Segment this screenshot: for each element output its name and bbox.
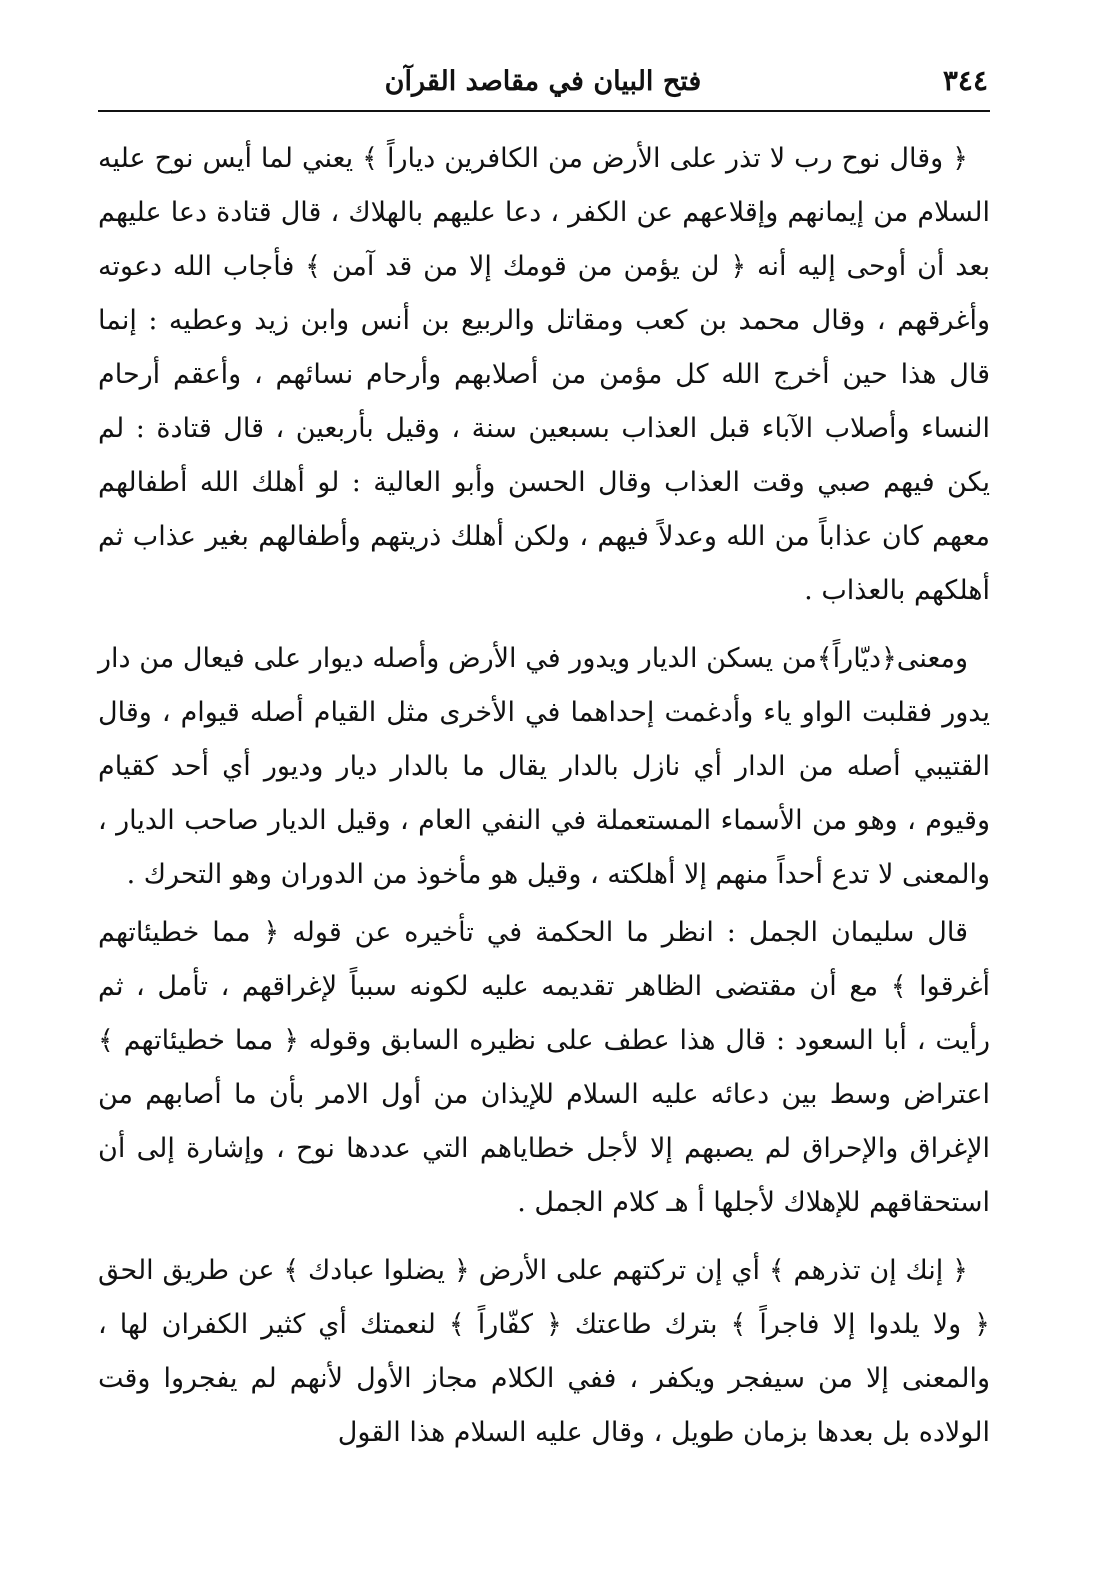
paragraph-4: ﴿ إنك إن تذرهم ﴾ أي إن تركتهم على الأرض ﴿ يضلوا عبادك ﴾ عن طريق الحق ﴿ ولا يلدوا إلا فاجراً ﴾ بترك طاعتك ﴿ كفّاراً ﴾ لنعمتك أي كثير الكفران لها ، والمعنى إلا من سيفجر ويكفر ، ففي الكلام مجاز الأول لأنهم لم يفجروا وقت الولاده بل بعدها بزمان طويل ، وقال عليه السلام هذا القول xyxy=(98,1255,990,1448)
page-number: ٣٤٤ xyxy=(942,64,988,97)
paragraph-1: ﴿ وقال نوح رب لا تذر على الأرض من الكافرين دياراً ﴾ يعني لما أيس نوح عليه السلام من إيمانهم وإقلاعهم عن الكفر ، دعا عليهم بالهلاك ، قال قتادة دعا عليهم بعد أن أوحى إليه أنه ﴿ لن يؤمن من قومك إلا من قد آمن ﴾ فأجاب الله دعوته وأغرقهم ، وقال محمد بن كعب ومقاتل والربيع بن أنس وابن زيد وعطيه : إنما قال هذا حين أخرج الله كل مؤمن من أصلابهم وأرحام نسائهم ، وأعقم أرحام النساء وأصلاب الآباء قبل العذاب بسبعين سنة ، وقيل بأربعين ، قال قتادة : لم يكن فيهم صبي وقت العذاب وقال الحسن وأبو العالية : لو أهلك الله أطفالهم معهم كان عذاباً من الله وعدلاً فيهم ، ولكن أهلك ذريتهم وأطفالهم بغير عذاب ثم أهلكهم بالعذاب . xyxy=(98,143,990,606)
header-divider xyxy=(98,110,990,112)
page-body xyxy=(98,132,990,1474)
page-header xyxy=(98,62,988,106)
paragraph-2: ومعنى﴿ديّاراً﴾من يسكن الديار ويدور في الأرض وأصله ديوار على فيعال من دار يدور فقلبت الواو ياء وأدغمت إحداهما في الأخرى مثل القيام أصله قيوام ، وقال القتيبي أصله من الدار أي نازل بالدار يقال ما بالدار ديار وديور أي أحد كقيام وقيوم ، وهو من الأسماء المستعملة في النفي العام ، وقيل الديار صاحب الديار ، والمعنى لا تدع أحداً منهم إلا أهلكته ، وقيل هو مأخوذ من الدوران وهو التحرك . xyxy=(98,643,990,890)
paragraph-3: قال سليمان الجمل : انظر ما الحكمة في تأخيره عن قوله ﴿ مما خطيئاتهم أغرقوا ﴾ مع أن مقتضى الظاهر تقديمه عليه لكونه سبباً لإغراقهم ، تأمل ، ثم رأيت ، أبا السعود : قال هذا عطف على نظيره السابق وقوله ﴿ مما خطيئاتهم ﴾ اعتراض وسط بين دعائه عليه السلام للإيذان من أول الامر بأن ما أصابهم من الإغراق والإحراق لم يصبهم إلا لأجل خطاياهم التي عددها نوح ، وإشارة إلى أن استحقاقهم للإهلاك لأجلها أ هـ كلام الجمل . xyxy=(98,917,990,1218)
running-title: فتح البيان في مقاصد القرآن xyxy=(384,66,702,97)
